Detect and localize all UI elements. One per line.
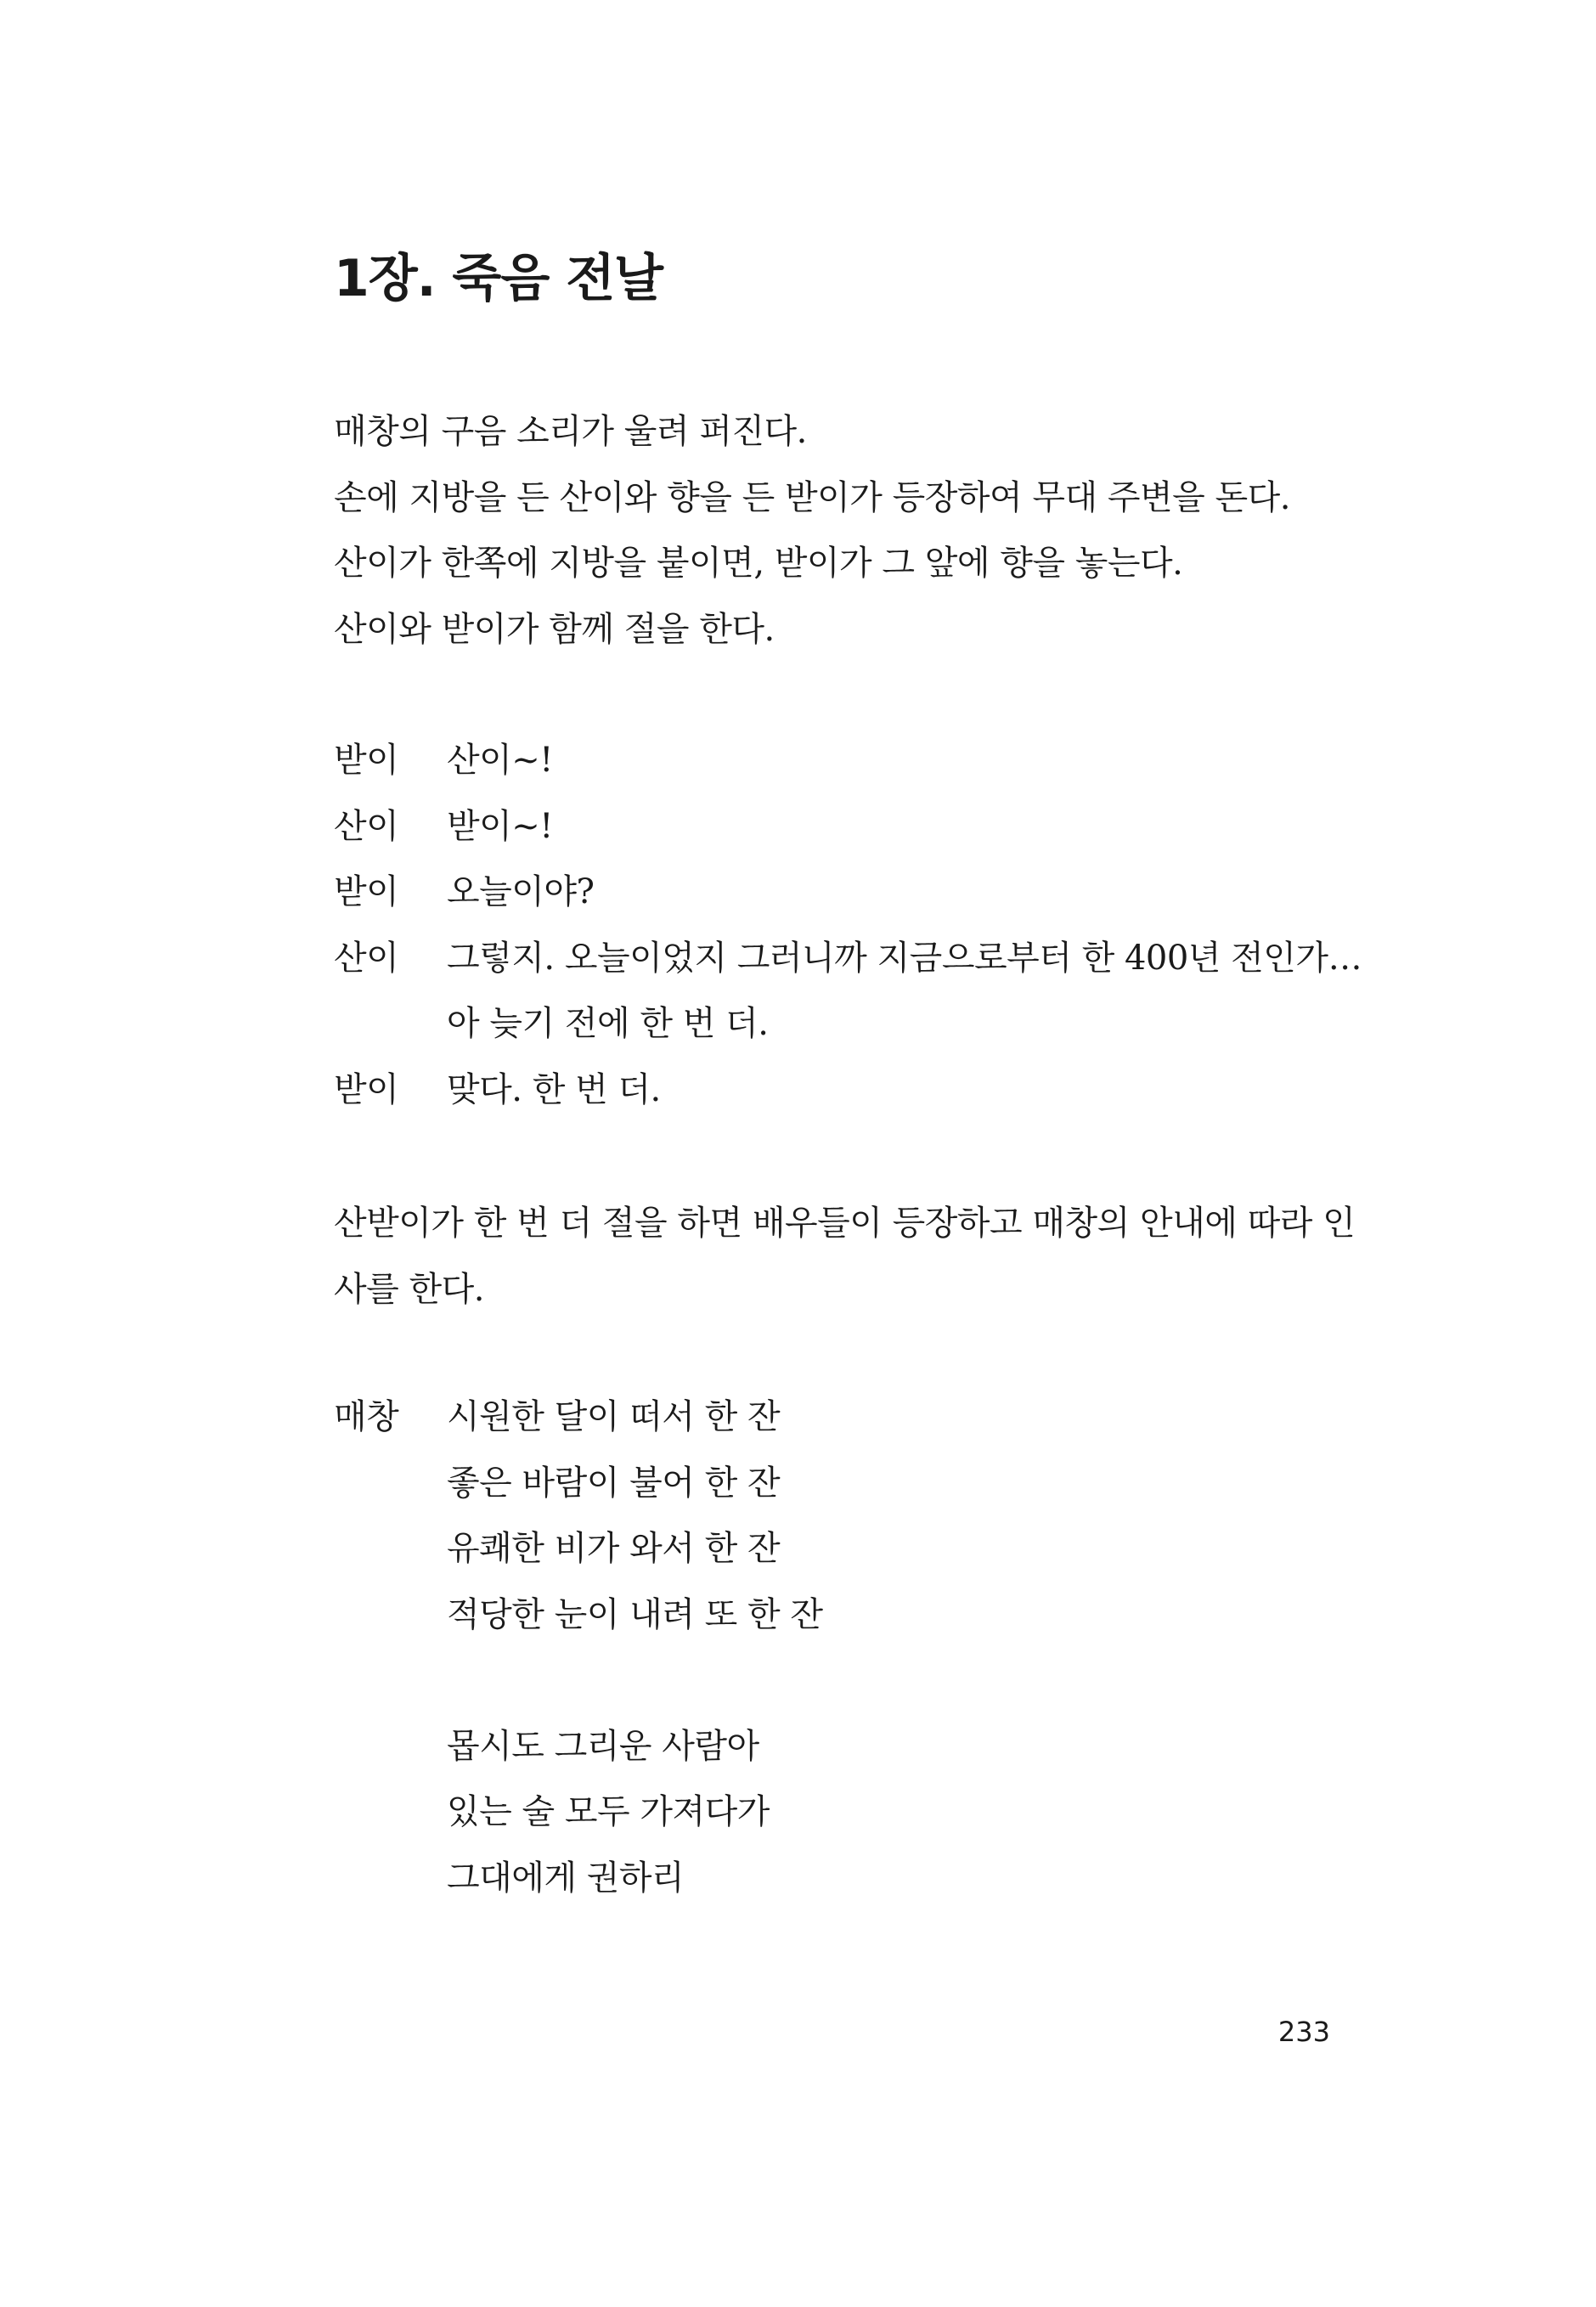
speech-line: 오늘이야? (447, 872, 595, 911)
stage-direction-line: 매창의 구음 소리가 울려 퍼진다. (334, 412, 807, 451)
speaker-name: 받이 (334, 1069, 399, 1109)
speech-line: 아 늦기 전에 한 번 더. (447, 1004, 769, 1043)
lyric-line: 시원한 달이 떠서 한 잔 (447, 1397, 781, 1436)
stanza-gap (447, 1648, 822, 1714)
lyric-line: 좋은 바람이 불어 한 잔 (447, 1463, 781, 1503)
dialogue-block-1 (334, 728, 1362, 1123)
dialogue-row (334, 1385, 822, 1911)
stage-direction-1 (334, 399, 1290, 663)
stage-direction-line: 산이가 한쪽에 지방을 붙이면, 받이가 그 앞에 향을 놓는다. (334, 544, 1183, 583)
dialogue-row (334, 860, 1362, 926)
stage-direction-line: 손에 지방을 든 산이와 향을 든 받이가 등장하여 무대 주변을 돈다. (334, 477, 1291, 517)
dialogue-row (334, 1058, 1362, 1124)
speech (447, 794, 1362, 860)
dialogue-row (334, 926, 1362, 1058)
speech-line: 그렇지. 오늘이었지 그러니까 지금으로부터 한 400년 전인가… (447, 938, 1362, 978)
song-lyrics (447, 1385, 822, 1911)
speech-line: 맞다. 한 번 더. (447, 1069, 661, 1109)
stage-direction-line: 산받이가 한 번 더 절을 하면 배우들이 등장하고 매창의 안내에 따라 인 (334, 1204, 1356, 1243)
stage-direction-line: 산이와 받이가 함께 절을 한다. (334, 609, 775, 649)
dialogue-row (334, 794, 1362, 860)
stage-direction-line: 사를 한다. (334, 1269, 484, 1309)
speaker-name: 매창 (334, 1397, 399, 1436)
chapter-title: 1장. 죽음 전날 (334, 249, 663, 308)
speech-line: 받이~! (447, 806, 553, 846)
stage-direction-2 (334, 1191, 1355, 1323)
speaker-name: 산이 (334, 806, 399, 846)
speaker-name: 산이 (334, 938, 399, 978)
page-number: 233 (1277, 2016, 1330, 2048)
speech-line: 산이~! (447, 741, 553, 780)
speaker-name: 받이 (334, 741, 399, 780)
speaker-name: 받이 (334, 872, 399, 911)
speech (447, 1058, 1362, 1124)
lyric-line: 있는 술 모두 가져다가 (447, 1792, 770, 1831)
speech (447, 728, 1362, 794)
lyric-line: 그대에게 권하리 (447, 1858, 685, 1898)
dialogue-row (334, 728, 1362, 794)
speech (447, 860, 1362, 926)
speech (447, 926, 1362, 1058)
lyric-line: 몹시도 그리운 사람아 (447, 1726, 759, 1766)
lyric-line: 유쾌한 비가 와서 한 잔 (447, 1529, 781, 1568)
lyric-line: 적당한 눈이 내려 또 한 잔 (447, 1594, 823, 1634)
song-block (334, 1385, 822, 1911)
